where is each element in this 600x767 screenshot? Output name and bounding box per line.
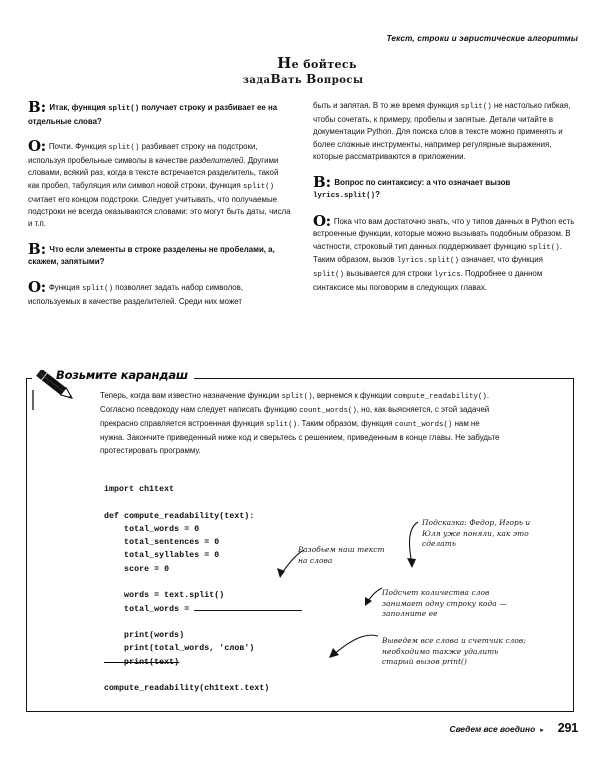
qa-text xyxy=(28,139,291,231)
qa-block-continuation xyxy=(313,100,576,164)
inline-code: count_words() xyxy=(394,420,453,429)
qa-column-right xyxy=(313,100,576,308)
inline-code: split() xyxy=(108,144,140,153)
body-text: нам не нужна. Закончите приведенный ниже код и сверьтесь с решением, приведенным в конце главы. Не забудьте протестировать программу. xyxy=(100,418,500,455)
inline-code: split() xyxy=(81,284,114,293)
qa-columns xyxy=(28,100,576,308)
banner-line-1-rest: е бойтесь xyxy=(291,58,357,71)
qa-block-answer xyxy=(28,139,291,231)
code-line xyxy=(104,629,302,642)
body-text: Что если элементы в строке разделены не пробелами, а, скажем, запятыми? xyxy=(28,244,275,267)
code-line xyxy=(104,642,302,655)
body-text: , вернемся к функции xyxy=(312,391,394,400)
inline-code: lyrics.split() xyxy=(396,257,459,266)
qa-text xyxy=(313,211,576,295)
code-line xyxy=(104,510,302,523)
inline-code: split() xyxy=(313,271,345,280)
exercise-instructions xyxy=(100,390,504,458)
body-text: ? xyxy=(375,190,380,200)
body-text: разбивает строку на подстроки, используя пробельные символы в качестве xyxy=(28,142,258,165)
pencil-icon xyxy=(30,370,86,410)
body-text: Функция xyxy=(48,282,82,292)
body-text: не настолько гибкая, чтобы сочетать, к примеру, пробелы и запятые. Детали читайте в документации Python. Для поиска слов в тексте можно применять и более сложные инструменты, например регулярные выражения, которые рассматриваются в приложении. xyxy=(313,101,571,162)
qa-block-question xyxy=(28,239,291,269)
footer-section-label: Сведем все воедино xyxy=(449,724,536,734)
qa-text xyxy=(28,277,291,308)
qa-marker: О: xyxy=(313,211,331,230)
inline-code: split() xyxy=(528,243,560,252)
banner-line-2-b: ать xyxy=(281,74,307,86)
qa-marker: В: xyxy=(313,172,332,191)
body-text: . Другими словами, всякий раз, когда в тексте встречается разделитель, такой как пробел, табуляция или символ новой строки, функция xyxy=(28,155,279,190)
code-text: total_words = xyxy=(104,604,195,614)
body-text: Теперь, когда вам известно назначение функции xyxy=(100,391,282,400)
qa-text xyxy=(313,172,576,203)
body-text: получает строку и разбивает ее на отдельные слова? xyxy=(28,103,278,126)
body-text: означает, что функция xyxy=(458,255,543,265)
banner-line-1-cap: Н xyxy=(277,54,292,72)
body-text: , но, как выясняется, с этой задачей прекрасно справляется встроенная функция xyxy=(100,404,490,428)
decorative-banner xyxy=(0,54,600,87)
qa-block-answer xyxy=(313,211,576,295)
exercise-border-top-right xyxy=(174,378,574,379)
code-line xyxy=(104,589,302,602)
code-line xyxy=(104,523,302,536)
body-text: Итак, функция xyxy=(49,103,109,112)
code-line xyxy=(104,603,302,616)
exercise-title: Возьмите карандаш xyxy=(56,368,194,382)
page-number: 291 xyxy=(557,721,578,735)
inline-code: lyrics xyxy=(434,271,461,280)
code-line xyxy=(104,669,302,682)
body-text: быть и запятая. В то же время функция xyxy=(313,101,461,110)
body-text: Почти. Функция xyxy=(48,142,109,152)
qa-text xyxy=(313,100,576,164)
body-text: вызывается для строки xyxy=(344,269,435,279)
code-line xyxy=(104,496,302,509)
banner-line-2 xyxy=(0,72,600,87)
body-text: . Подробнее о данном синтаксисе мы поговорим в следующих главах. xyxy=(313,269,543,292)
qa-block-question xyxy=(313,172,576,203)
banner-line-1 xyxy=(0,54,600,72)
qa-block-question xyxy=(28,100,291,128)
footer-arrow-icon: ▸ xyxy=(540,727,544,734)
code-line xyxy=(104,483,302,496)
banner-line-2-cap1: В xyxy=(270,71,282,86)
body-text: считает его концом подстроки. Следует учитывать, что получаемые подстроки не всегда оказываются словами: это могут быть даты, числа и т.п. xyxy=(28,194,291,229)
code-line xyxy=(104,549,302,562)
inline-code: compute_readability() xyxy=(393,393,487,401)
annotation-split-words: Разобьем наш текст на слова xyxy=(298,545,385,565)
code-line xyxy=(104,656,302,669)
inline-code: lyrics.split() xyxy=(313,192,376,201)
code-text: words = text.split() xyxy=(104,591,225,601)
inline-code: split() xyxy=(266,420,298,429)
body-text: . Таким образом, вызов xyxy=(313,241,562,265)
code-text: print(text) xyxy=(104,657,180,667)
inline-code: split() xyxy=(108,105,140,113)
code-line xyxy=(104,576,302,589)
code-text: print(words) xyxy=(104,631,185,641)
qa-marker: В: xyxy=(28,239,47,258)
code-line xyxy=(104,682,302,695)
code-text: total_sentences = 0 xyxy=(104,538,220,548)
qa-text xyxy=(28,239,291,269)
code-text: total_words = 0 xyxy=(104,524,200,534)
qa-marker: В: xyxy=(28,98,47,116)
annotation-print-words: Выведем все слова и счетчик слов; необходимо также удалить старый вызов print() xyxy=(382,636,526,667)
code-line xyxy=(104,616,302,629)
banner-line-2-cap2: В xyxy=(306,71,317,86)
qa-marker: О: xyxy=(28,277,46,296)
qa-marker: О: xyxy=(28,137,46,156)
qa-column-left xyxy=(28,100,291,308)
code-text: def compute_readability(text): xyxy=(104,511,255,521)
code-listing xyxy=(104,483,302,696)
body-text: Вопрос по синтаксису: а что означает вызов xyxy=(334,177,511,187)
qa-block-answer xyxy=(28,277,291,308)
annotation-hint: Подсказка: Федор, Игорь и Юля уже поняли, как это сделать xyxy=(422,518,531,549)
annotation-count-line: Подсчет количества слов занимает одну строку кода — заполните ее xyxy=(382,588,507,619)
banner-line-2-c: опросы xyxy=(316,74,364,86)
code-line xyxy=(104,536,302,549)
code-text: import ch1text xyxy=(104,485,175,494)
inline-code: split() xyxy=(281,393,313,401)
body-text: Пока что вам достаточно знать, что у типов данных в Python есть встроенные функции, которые можно вызывать подобным образом. В частности, строковый тип данных поддерживает функцию xyxy=(313,216,575,251)
inline-code: count_words() xyxy=(299,406,357,415)
banner-line-2-a: зада xyxy=(242,74,271,86)
body-text: . Таким образом, функция xyxy=(297,418,395,428)
body-text: позволяет задать набор символов, используемых в качестве разделителей. Среди них может xyxy=(28,282,244,306)
qa-text xyxy=(28,100,291,128)
code-text: print(total_words, 'слов') xyxy=(104,644,255,654)
exercise-paragraph xyxy=(100,390,504,458)
code-text: compute_readability(ch1text.text) xyxy=(104,684,270,694)
code-text: score = 0 xyxy=(104,564,170,574)
body-text: . Согласно псевдокоду нам следует написать функцию xyxy=(100,391,490,414)
code-text: total_syllables = 0 xyxy=(104,551,220,561)
page-footer xyxy=(450,721,578,735)
inline-code: split() xyxy=(460,103,492,111)
code-line xyxy=(104,563,302,576)
inline-code: split() xyxy=(243,182,275,191)
emphasis-text: разделителей xyxy=(189,155,244,165)
running-head: Текст, строки и эвристические алгоритмы xyxy=(386,34,578,43)
fill-in-blank[interactable] xyxy=(194,603,302,611)
